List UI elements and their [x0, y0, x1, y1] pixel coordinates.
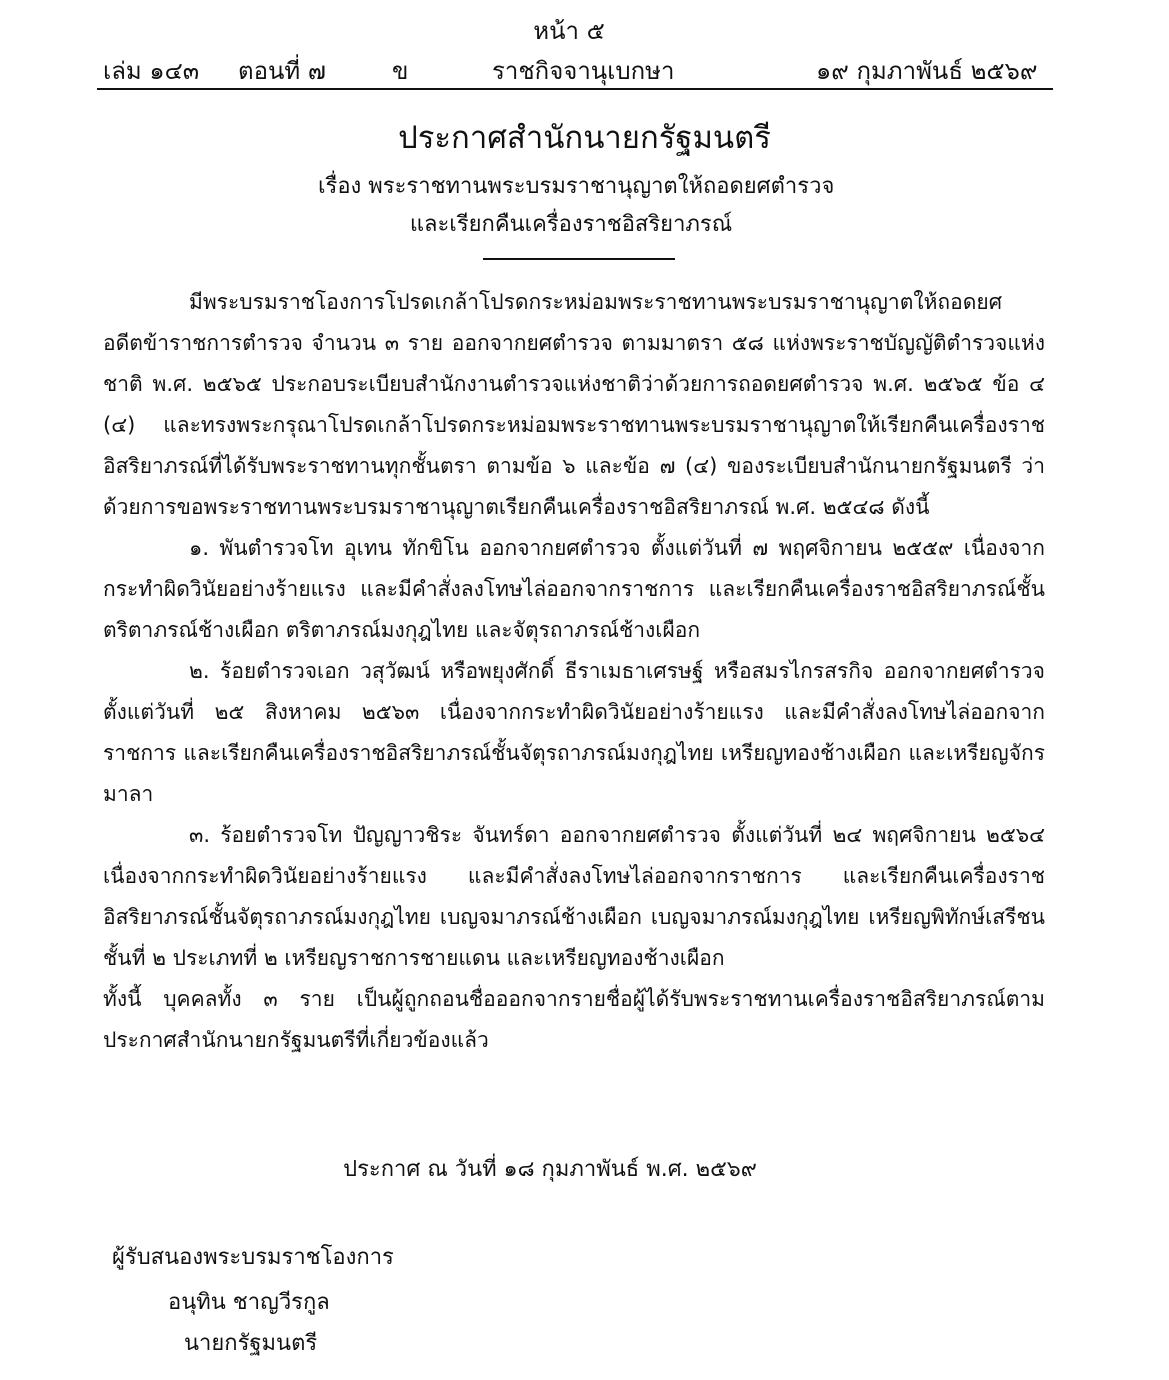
- announcement-subject-continued: และเรียกคืนเครื่องราชอิสริยาภรณ์: [409, 212, 733, 237]
- countersign-label: ผู้รับสนองพระบรมราชโองการ: [112, 1245, 394, 1270]
- header-divider: [97, 88, 1053, 90]
- volume-number: เล่ม ๑๔๓: [103, 57, 200, 85]
- list-item: ๒. ร้อยตำรวจเอก วสุวัฒน์ หรือพยุงศักดิ์ ธีราเมธาเศรษฐ์ หรือสมรไกรสรกิจ ออกจากยศตำรวจ ตั้งแต่วันที่ ๒๕ สิงหาคม ๒๕๖๓ เนื่องจากกระทำผิดวินัยอย่างร้ายแรง และมีคำสั่งลงโทษไล่ออกจากราชการ และเรียกคืนเครื่องราชอิสริยาภรณ์ชั้นจัตุรถาภรณ์มงกุฎไทย เหรียญทองช้างเผือก และเหรียญจักรมาลา: [103, 659, 1045, 806]
- given-date: ประกาศ ณ วันที่ ๑๘ กุมภาพันธ์ พ.ศ. ๒๕๖๙: [343, 1157, 757, 1182]
- announcement-body: [103, 282, 1045, 1061]
- gazette-date: ๑๙ กุมภาพันธ์ ๒๕๖๙: [816, 57, 1038, 85]
- announcement-subject: เรื่อง พระราชทานพระบรมราชานุญาตให้ถอดยศตำรวจ: [318, 174, 835, 199]
- intro-paragraph: มีพระบรมราชโองการโปรดเกล้าโปรดกระหม่อมพระราชทานพระบรมราชานุญาตให้ถอดยศ อดีตข้าราชการตำรวจ จำนวน ๓ ราย ออกจากยศตำรวจ ตามมาตรา ๕๘ แห่งพระราชบัญญัติตำรวจแห่งชาติ พ.ศ. ๒๕๖๕ ประกอบระเบียบสำนักงานตำรวจแห่งชาติว่าด้วยการถอดยศตำรวจ พ.ศ. ๒๕๖๕ ข้อ ๔ (๔) และทรงพระกรุณาโปรดเกล้าโปรดกระหม่อมพระราชทานพระบรมราชานุญาตให้เรียกคืนเครื่องราชอิสริยาภรณ์ที่ได้รับพระราชทานทุกชั้นตรา ตามข้อ ๖ และข้อ ๗ (๔) ของระเบียบสำนักนายกรัฐมนตรี ว่าด้วยการขอพระราชทานพระบรมราชานุญาตเรียกคืนเครื่องราชอิสริยาภรณ์ พ.ศ. ๒๕๔๘ ดังนี้: [103, 290, 1045, 519]
- closing-paragraph: ทั้งนี้ บุคคลทั้ง ๓ ราย เป็นผู้ถูกถอนชื่อออกจากรายชื่อผู้ได้รับพระราชทานเครื่องราชอิสริยาภรณ์ตามประกาศสำนักนายกรัฐมนตรีที่เกี่ยวข้องแล้ว: [103, 987, 1045, 1052]
- page-number: หน้า ๕: [533, 17, 605, 45]
- title-divider: [483, 258, 675, 260]
- list-item: ๓. ร้อยตำรวจโท ปัญญาวชิระ จันทร์ดา ออกจากยศตำรวจ ตั้งแต่วันที่ ๒๔ พฤศจิกายน ๒๕๖๔ เนื่องจากกระทำผิดวินัยอย่างร้ายแรง และมีคำสั่งลงโทษไล่ออกจากราชการ และเรียกคืนเครื่องราชอิสริยาภรณ์ชั้นจัตุรถาภรณ์มงกุฎไทย เบญจมาภรณ์ช้างเผือก เบญจมาภรณ์มงกุฎไทย เหรียญพิทักษ์เสรีชน ชั้นที่ ๒ ประเภทที่ ๒ เหรียญราชการชายแดน และเหรียญทองช้างเผือก: [103, 823, 1045, 970]
- list-item: ๑. พันตำรวจโท อุเทน ทักขิโน ออกจากยศตำรวจ ตั้งแต่วันที่ ๗ พฤศจิกายน ๒๕๕๙ เนื่องจากกระทำผิดวินัยอย่างร้ายแรง และมีคำสั่งลงโทษไล่ออกจากราชการ และเรียกคืนเครื่องราชอิสริยาภรณ์ชั้นตริตาภรณ์ช้างเผือก ตริตาภรณ์มงกุฎไทย และจัตุรถาภรณ์ช้างเผือก: [103, 536, 1045, 642]
- section-number: ตอนที่ ๗: [238, 57, 326, 85]
- signer-position: นายกรัฐมนตรี: [184, 1331, 318, 1356]
- announcement-title: ประกาศสำนักนายกรัฐมนตรี: [398, 120, 771, 156]
- gazette-name: ราชกิจจานุเบกษา: [492, 57, 675, 85]
- gazette-part: ข: [392, 57, 409, 85]
- signer-name: อนุทิน ชาญวีรกูล: [168, 1290, 330, 1315]
